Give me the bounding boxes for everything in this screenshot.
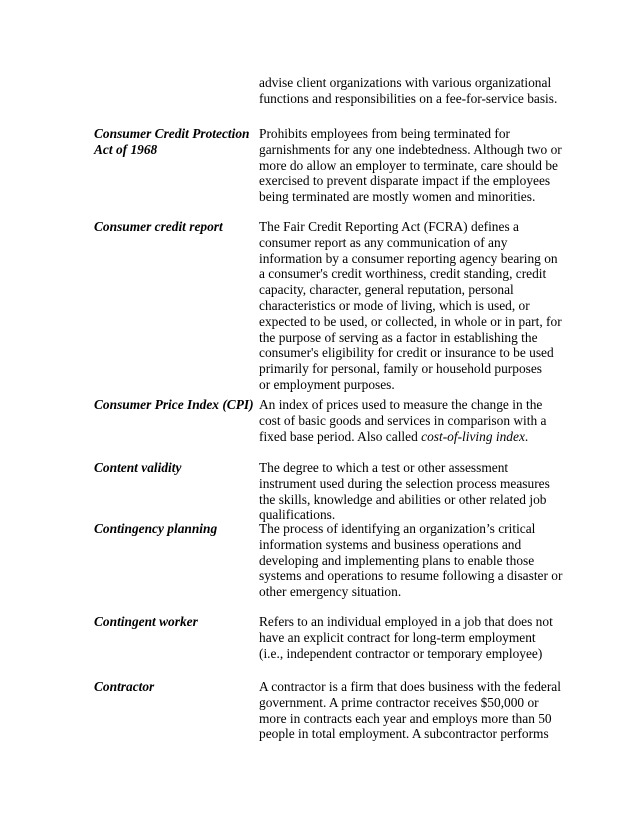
definition-line: The degree to which a test or other assessment <box>259 460 509 475</box>
definition-line: information by a consumer reporting agency bearing on <box>259 250 558 266</box>
definition-line: systems and operations to resume following a disaster or <box>259 568 563 584</box>
entry-definition <box>259 126 562 205</box>
entry-term <box>94 126 256 158</box>
definition-line: government. A prime contractor receives $50,000 or <box>259 694 539 710</box>
definition-line: a consumer's credit worthiness, credit standing, credit <box>259 266 547 282</box>
definition-line: consumer report as any communication of any <box>259 234 508 250</box>
definition-line: consumer's eligibility for credit or insurance to be used <box>259 345 554 361</box>
definition-line: A contractor is a firm that does business with the federal <box>259 679 561 694</box>
definition-line: primarily for personal, family or household purposes <box>259 361 543 377</box>
entry-definition <box>259 521 563 600</box>
definition-line: advise client organizations with various organizational <box>259 75 552 90</box>
entry-term <box>94 460 256 476</box>
definition-line: functions and responsibilities on a fee-for-service basis. <box>259 90 558 106</box>
definition-line: capacity, character, general reputation, personal <box>259 282 514 298</box>
term-line: Act of 1968 <box>94 141 158 157</box>
definition-line <box>259 429 559 445</box>
definition-line: people in total employment. A subcontractor performs <box>259 726 549 742</box>
definition-line: qualifications. <box>259 507 336 523</box>
definition-line: information systems and business operations and <box>259 536 522 552</box>
definition-line: more do allow an employer to terminate, care should be <box>259 157 558 173</box>
definition-line: the purpose of serving as a factor in establishing the <box>259 329 538 345</box>
term-line: Contractor <box>94 679 155 694</box>
term-line: Contingency planning <box>94 521 218 536</box>
definition-line: exercised to prevent disparate impact if the employees <box>259 173 551 189</box>
entry-term <box>94 521 256 537</box>
definition-text: . <box>524 428 529 444</box>
definition-line: An index of prices used to measure the change in the <box>259 397 543 412</box>
definition-line: cost of basic goods and services in comparison with a <box>259 412 547 428</box>
definition-line: Refers to an individual employed in a job that does not <box>259 614 553 629</box>
definition-line: have an explicit contract for long-term employment <box>259 629 536 645</box>
definition-line: garnishments for any one indebtedness. Although two or <box>259 141 562 157</box>
definition-line: being terminated are mostly women and minorities. <box>259 189 536 205</box>
definition-line: instrument used during the selection process measures <box>259 475 550 491</box>
entry-term <box>94 614 256 630</box>
definition-text: fixed base period. Also called <box>259 428 422 444</box>
entry-definition <box>259 75 559 107</box>
term-line: Consumer Credit Protection <box>94 126 250 141</box>
entry-term <box>94 397 256 413</box>
definition-line: Prohibits employees from being terminated for <box>259 126 511 141</box>
entry-term <box>94 679 256 695</box>
definition-line: developing and implementing plans to enable those <box>259 552 535 568</box>
definition-line: more in contracts each year and employs more than 50 <box>259 710 552 726</box>
term-line: Contingent worker <box>94 614 198 629</box>
definition-italic-term: cost-of-living index <box>421 428 525 444</box>
definition-line: The process of identifying an organization’s critical <box>259 521 536 536</box>
definition-line: (i.e., independent contractor or temporary employee) <box>259 645 543 661</box>
term-line: Consumer credit report <box>94 219 223 234</box>
definition-line: The Fair Credit Reporting Act (FCRA) defines a <box>259 219 519 234</box>
definition-line: the skills, knowledge and abilities or other related job <box>259 491 547 507</box>
definition-line: characteristics or mode of living, which is used, or <box>259 297 530 313</box>
entry-definition <box>259 679 559 742</box>
entry-term <box>94 219 256 235</box>
term-line: Consumer Price Index (CPI) <box>94 397 254 412</box>
definition-line: other emergency situation. <box>259 584 402 600</box>
entry-definition <box>259 397 559 444</box>
entry-definition <box>259 219 562 393</box>
definition-line: or employment purposes. <box>259 376 395 392</box>
entry-definition <box>259 460 559 523</box>
definition-line: expected to be used, or collected, in whole or in part, for <box>259 313 562 329</box>
entry-definition <box>259 614 559 661</box>
term-line: Content validity <box>94 460 182 475</box>
